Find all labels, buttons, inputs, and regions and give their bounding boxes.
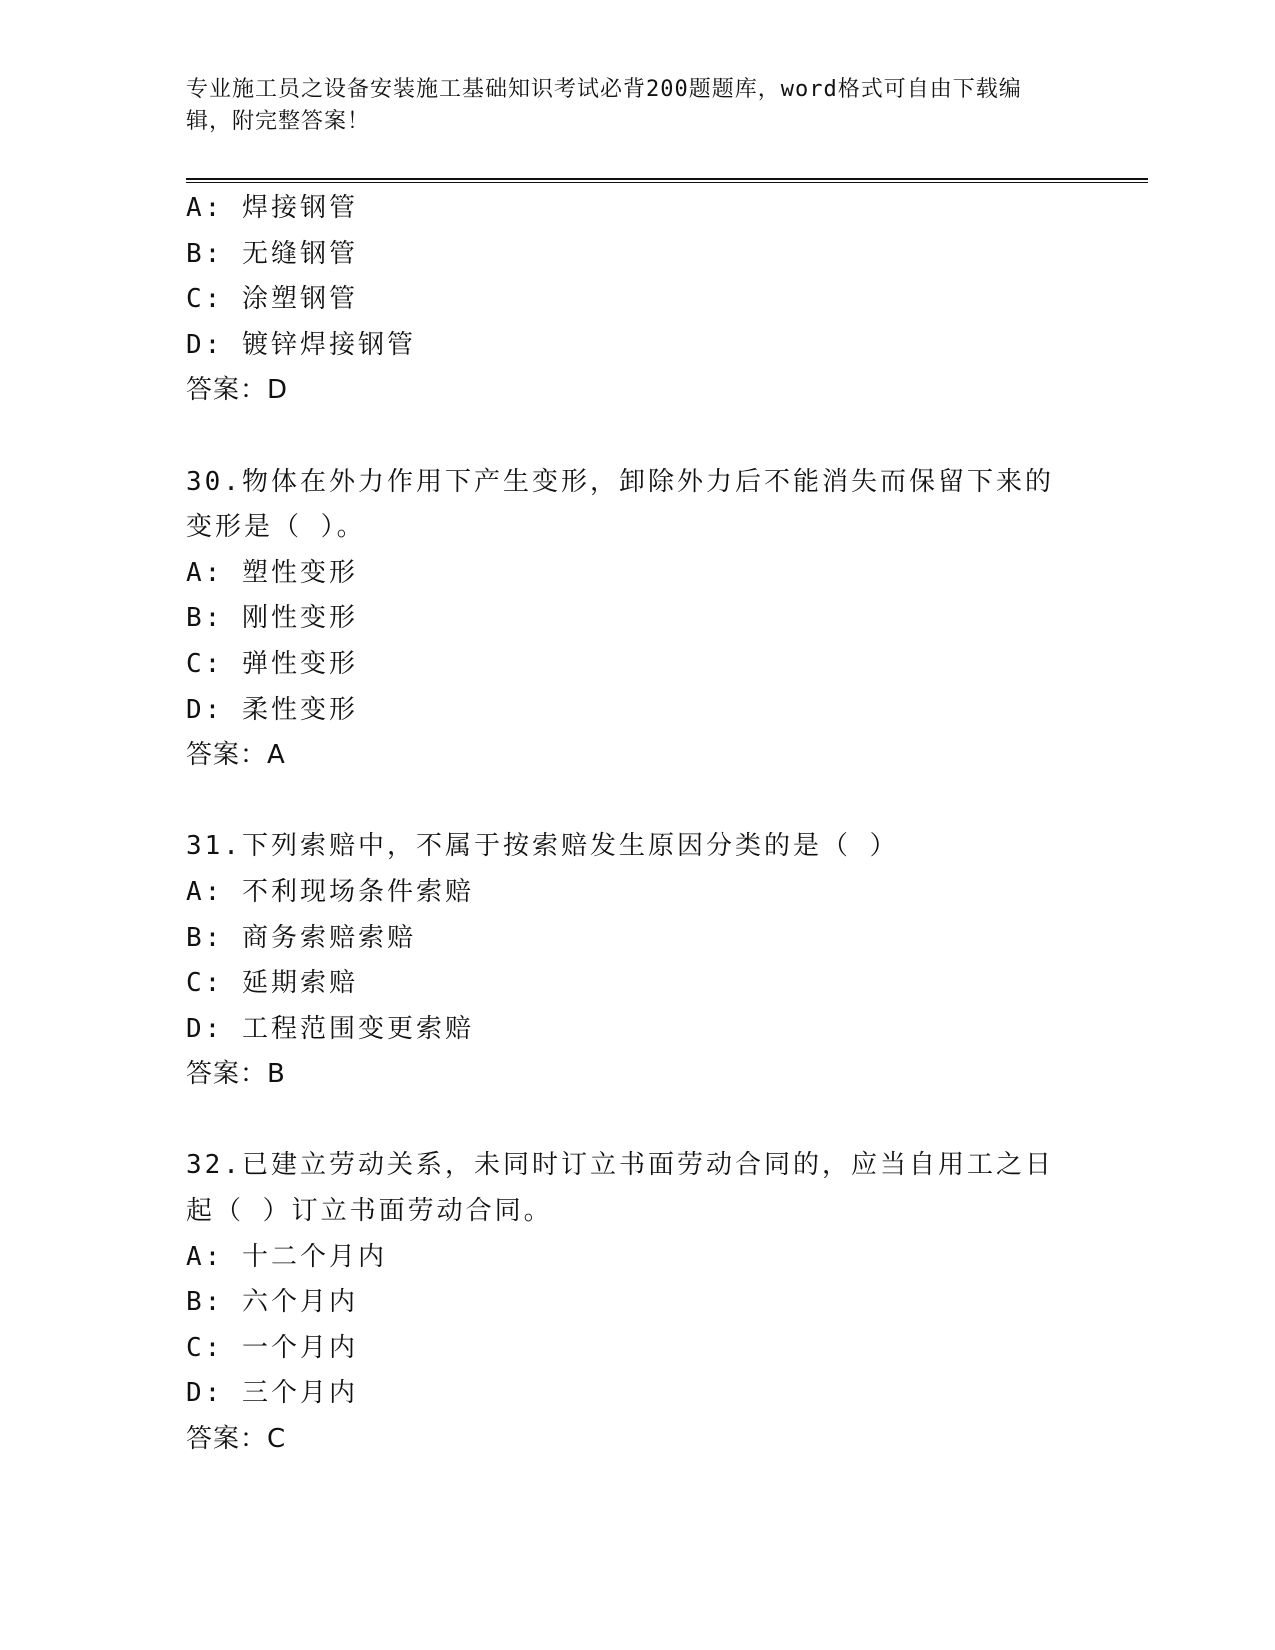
option-d xyxy=(186,323,1086,369)
option-a xyxy=(186,186,1086,232)
option-label: C: xyxy=(186,648,224,679)
option-c xyxy=(186,961,1086,1007)
option-label: A: xyxy=(186,1241,224,1272)
option-text: 六个月内 xyxy=(241,1287,358,1318)
question-31 xyxy=(186,824,1086,1098)
option-text: 三个月内 xyxy=(241,1378,358,1409)
option-label: D: xyxy=(186,1378,224,1409)
answer-line: 答案：C xyxy=(186,1424,287,1455)
option-label: A: xyxy=(186,193,224,223)
option-label: D: xyxy=(186,329,224,360)
question-32 xyxy=(186,1143,1086,1462)
prev-question xyxy=(186,186,1086,414)
option-label: C: xyxy=(186,1332,224,1363)
option-b xyxy=(186,916,1086,962)
spacer xyxy=(186,1098,1086,1144)
option-text: 一个月内 xyxy=(241,1332,358,1363)
option-text: 弹性变形 xyxy=(241,648,358,679)
option-label: C: xyxy=(186,284,224,315)
spacer xyxy=(186,779,1086,825)
option-text: 焊接钢管 xyxy=(241,193,358,223)
answer-line: 答案：A xyxy=(186,740,286,771)
option-c xyxy=(186,277,1086,323)
question-stem: 30.物体在外力作用下产生变形，卸除外力后不能消失而保留下来的变形是（ ）。 xyxy=(186,466,1054,543)
option-c xyxy=(186,1326,1086,1372)
option-text: 商务索赔索赔 xyxy=(241,922,416,953)
option-text: 无缝钢管 xyxy=(241,238,358,269)
option-text: 塑性变形 xyxy=(241,557,358,588)
spacer xyxy=(186,414,1086,460)
document-header: 专业施工员之设备安装施工基础知识考试必背200题题库，word格式可自由下载编辑，附完整答案！ xyxy=(186,77,1022,134)
option-text: 工程范围变更索赔 xyxy=(241,1013,474,1044)
option-a xyxy=(186,551,1086,597)
document-body xyxy=(186,186,1086,1463)
option-label: C: xyxy=(186,968,224,999)
option-b xyxy=(186,232,1086,278)
option-label: B: xyxy=(186,1287,224,1318)
option-text: 涂塑钢管 xyxy=(241,284,358,315)
answer-line: 答案：B xyxy=(186,1059,286,1090)
option-label: B: xyxy=(186,238,224,269)
option-label: B: xyxy=(186,922,224,953)
option-a xyxy=(186,870,1086,916)
option-label: A: xyxy=(186,557,224,588)
option-a xyxy=(186,1235,1086,1281)
answer-line: 答案：D xyxy=(186,375,289,406)
option-label: A: xyxy=(186,876,224,907)
option-text: 刚性变形 xyxy=(241,603,358,634)
option-text: 延期索赔 xyxy=(241,968,358,999)
question-30 xyxy=(186,460,1086,779)
option-d xyxy=(186,688,1086,734)
option-c xyxy=(186,642,1086,688)
option-text: 镀锌焊接钢管 xyxy=(241,329,416,360)
option-label: D: xyxy=(186,694,224,725)
header-divider xyxy=(186,178,1148,183)
option-text: 不利现场条件索赔 xyxy=(241,876,474,907)
question-stem: 32.已建立劳动关系，未同时订立书面劳动合同的，应当自用工之日起（ ）订立书面劳动合同。 xyxy=(186,1150,1054,1227)
option-text: 十二个月内 xyxy=(241,1241,387,1272)
option-b xyxy=(186,596,1086,642)
option-text: 柔性变形 xyxy=(241,694,358,725)
option-d xyxy=(186,1371,1086,1417)
option-label: B: xyxy=(186,603,224,634)
option-b xyxy=(186,1280,1086,1326)
option-label: D: xyxy=(186,1013,224,1044)
option-d xyxy=(186,1007,1086,1053)
question-stem: 31.下列索赔中，不属于按索赔发生原因分类的是（ ） xyxy=(186,831,899,862)
